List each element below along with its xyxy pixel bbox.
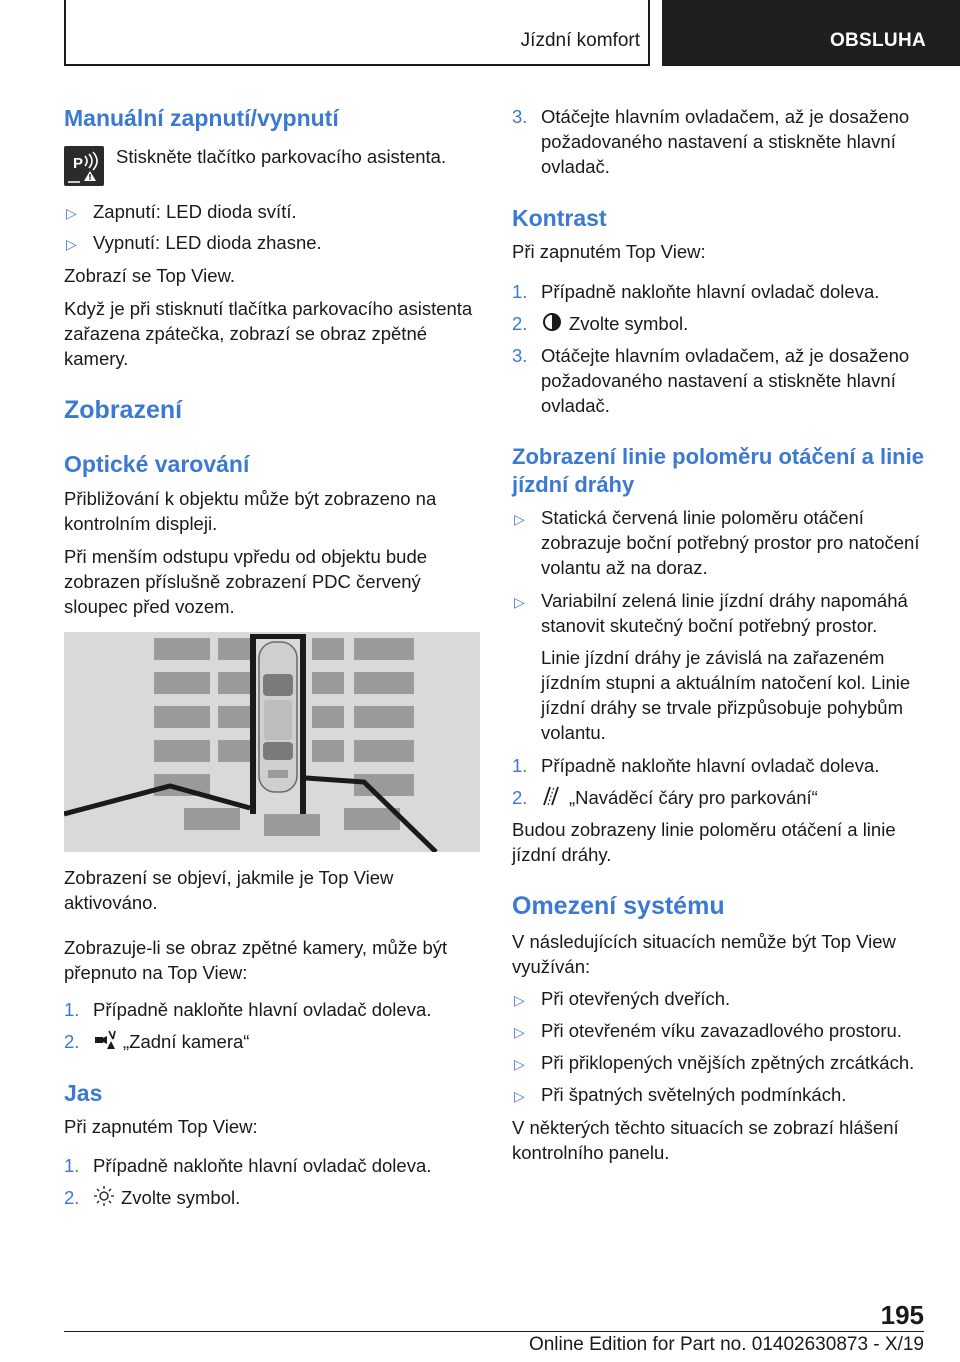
list-item-text: Při přiklopených vnějších zpětných zrcátkách.	[541, 1052, 915, 1073]
page-header	[0, 0, 960, 66]
paragraph: Zobrazí se Top View.	[64, 265, 236, 286]
park-assist-button-icon	[64, 146, 104, 186]
heading-omezeni: Omezení systému	[512, 892, 725, 920]
list-item-text: Případně nakloňte hlavní ovladač doleva.	[541, 755, 880, 776]
heading-manual: Manuální zapnutí/vypnutí	[64, 105, 339, 131]
step-number: 3.	[512, 106, 528, 127]
list-item-text: Otáčejte hlavním ovladačem, až je dosaženo požadovaného nastavení a stiskněte hlavní ovladač.	[541, 106, 910, 177]
list-item	[512, 1018, 928, 1043]
list-item	[512, 1050, 928, 1075]
list-item	[64, 1153, 480, 1178]
list-item-text: Případně nakloňte hlavní ovladač doleva.	[541, 281, 880, 302]
footer-edition: Online Edition for Part no. 01402630873 - X/19	[528, 1334, 924, 1355]
list-item	[512, 343, 928, 418]
list-item	[64, 230, 480, 255]
step-number: 1.	[512, 755, 528, 776]
section-title: Jízdní komfort	[520, 30, 640, 51]
step-number: 2.	[512, 313, 528, 334]
step-number: 2.	[512, 787, 528, 808]
paragraph: V následujících situacích nemůže být Top View využíván:	[512, 931, 896, 977]
list-item	[512, 1082, 928, 1107]
list-item-text: „Naváděcí čáry pro parkování“	[569, 787, 818, 808]
paragraph: Přibližování k objektu může být zobrazeno na kontrolním displeji.	[64, 488, 437, 534]
list-item-text: Zapnutí: LED dioda svítí.	[93, 201, 297, 222]
list-item	[512, 311, 928, 339]
list-item	[512, 505, 928, 580]
top-view-illustration	[64, 632, 480, 852]
heading-linie: Zobrazení linie poloměru otáčení a linie jízdní dráhy	[512, 444, 924, 497]
list-item	[64, 1185, 480, 1213]
header-divider	[64, 64, 650, 66]
paragraph: Budou zobrazeny linie poloměru otáčení a linie jízdní dráhy.	[512, 819, 896, 865]
manual-text: Stiskněte tlačítko parkovacího asistenta.	[116, 146, 447, 167]
footer-divider	[64, 1331, 924, 1332]
list-item-text: Při špatných světelných podmínkách.	[541, 1084, 847, 1105]
paragraph: Při zapnutém Top View:	[64, 1116, 258, 1137]
list-item-text: Zvolte symbol.	[569, 313, 689, 334]
list-item	[512, 104, 928, 179]
heading-jas: Jas	[64, 1080, 103, 1106]
list-item	[64, 199, 480, 224]
chapter-tab	[662, 0, 960, 66]
step-number: 3.	[512, 345, 528, 366]
list-item-text: Případně nakloňte hlavní ovladač doleva.	[93, 999, 432, 1020]
list-item	[64, 997, 480, 1022]
contrast-half-circle-icon	[541, 311, 563, 339]
bullet-triangle-icon: ▷	[66, 205, 77, 221]
bullet-triangle-icon: ▷	[514, 594, 525, 610]
step-number: 2.	[64, 1031, 80, 1052]
list-item	[512, 588, 928, 638]
list-item	[64, 1029, 480, 1057]
list-item	[512, 785, 928, 813]
step-number: 1.	[64, 1155, 80, 1176]
paragraph: Když je při stisknutí tlačítka parkovacího asistenta zařazena zpátečka, zobrazí se obraz zpětné kamery.	[64, 298, 473, 369]
list-item	[512, 986, 928, 1011]
paragraph: Zobrazuje-li se obraz zpětné kamery, může být přepnuto na Top View:	[64, 937, 448, 983]
paragraph: Linie jízdní dráhy je závislá na zařazeném jízdním stupni a aktuálním natočení kol. Linie jízdní dráhy se trvale přizpůsobuje pohybům volantu.	[541, 647, 911, 743]
page-number: 195	[880, 1300, 924, 1330]
paragraph: Zobrazení se objeví, jakmile je Top View aktivováno.	[64, 867, 394, 913]
brightness-sun-icon	[93, 1185, 115, 1213]
step-number: 1.	[64, 999, 80, 1020]
step-number: 2.	[64, 1187, 80, 1208]
paragraph: Při menším odstupu vpředu od objektu bude zobrazen příslušně zobrazení PDC červený sloupec před vozem.	[64, 546, 428, 617]
chapter-tab-label: OBSLUHA	[829, 30, 926, 51]
svg-text:P: P	[73, 155, 84, 172]
bullet-triangle-icon: ▷	[66, 236, 77, 252]
list-item	[512, 279, 928, 304]
bullet-triangle-icon: ▷	[514, 992, 525, 1008]
rear-camera-icon	[93, 1029, 117, 1057]
bullet-triangle-icon: ▷	[514, 1088, 525, 1104]
list-item-text: Zvolte symbol.	[121, 1187, 241, 1208]
list-item-text: Případně nakloňte hlavní ovladač doleva.	[93, 1155, 432, 1176]
header-divider	[648, 0, 650, 66]
paragraph: V některých těchto situacích se zobrazí hlášení kontrolního panelu.	[512, 1117, 899, 1163]
step-number: 1.	[512, 281, 528, 302]
bullet-triangle-icon: ▷	[514, 1056, 525, 1072]
paragraph: Při zapnutém Top View:	[512, 241, 706, 262]
header-divider	[64, 0, 66, 66]
parking-guide-lines-icon	[541, 785, 563, 813]
list-item-text: Při otevřeném víku zavazadlového prostoru.	[541, 1020, 902, 1041]
list-item-text: Statická červená linie poloměru otáčení zobrazuje boční potřebný prostor pro natočení volantu až na doraz.	[541, 507, 920, 578]
heading-kontrast: Kontrast	[512, 205, 607, 231]
list-item-text: Vypnutí: LED dioda zhasne.	[93, 232, 322, 253]
list-item	[512, 753, 928, 778]
heading-zobrazeni: Zobrazení	[64, 396, 183, 424]
bullet-triangle-icon: ▷	[514, 1024, 525, 1040]
list-item-text: Při otevřených dveřích.	[541, 988, 731, 1009]
list-item-text: Otáčejte hlavním ovladačem, až je dosaženo požadovaného nastavení a stiskněte hlavní ovladač.	[541, 345, 910, 416]
bullet-triangle-icon: ▷	[514, 511, 525, 527]
heading-opticke: Optické varování	[64, 451, 250, 477]
list-item-text: „Zadní kamera“	[123, 1031, 250, 1052]
list-item-text: Variabilní zelená linie jízdní dráhy napomáhá stanovit skutečný boční potřebný prostor.	[541, 590, 908, 636]
